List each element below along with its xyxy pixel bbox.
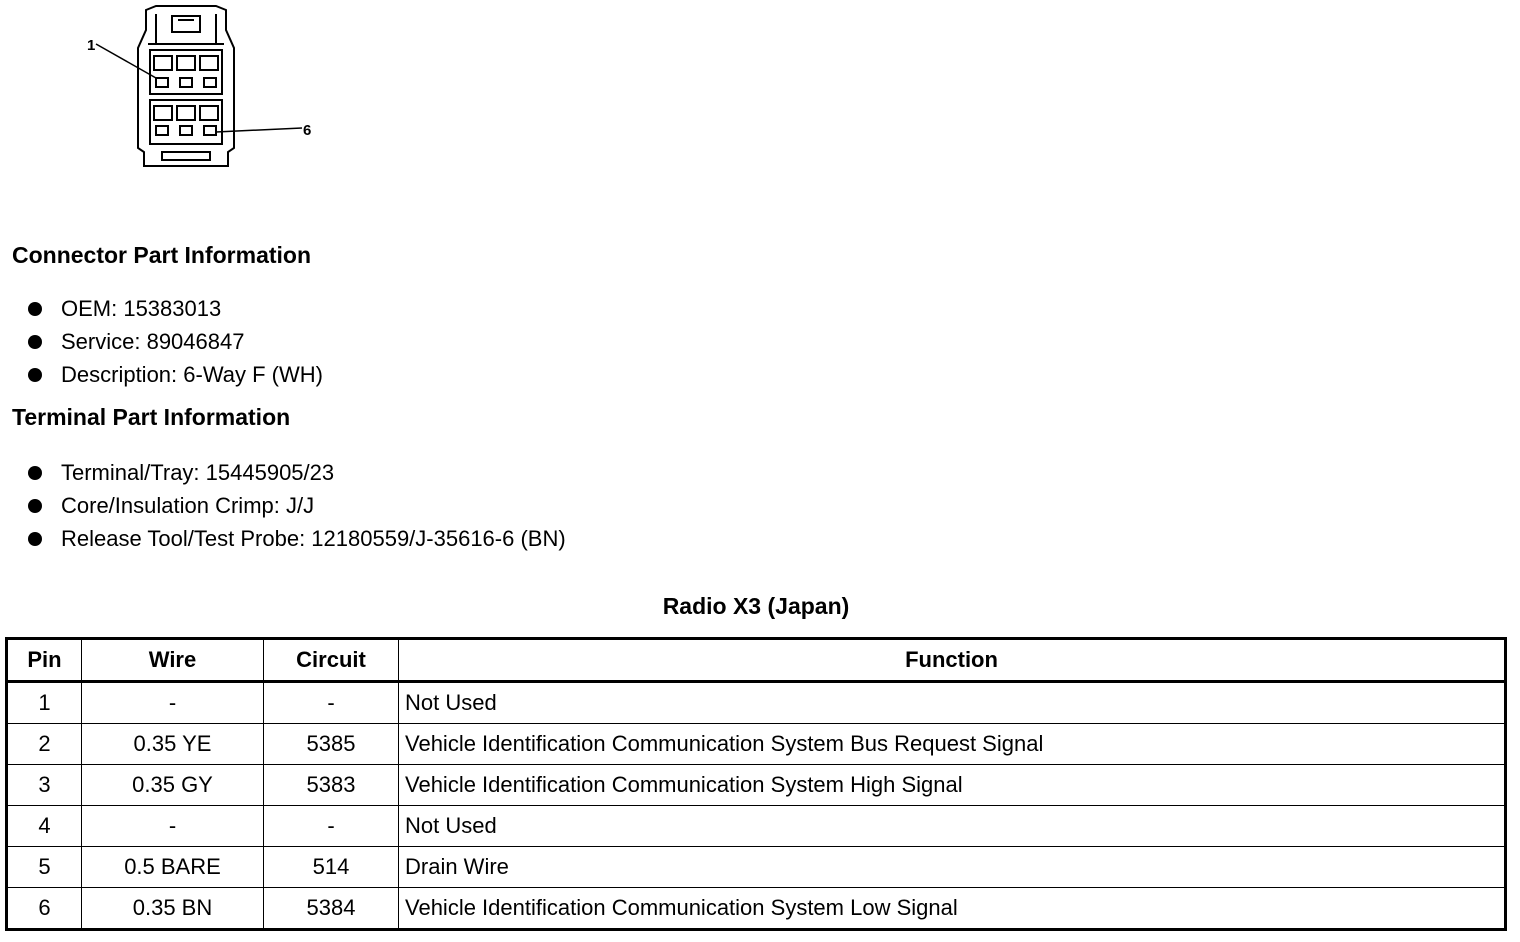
cell-circuit: -	[264, 682, 399, 724]
cell-function: Vehicle Identification Communication System Low Signal	[399, 888, 1506, 930]
bullet-icon	[28, 302, 42, 316]
table-row	[7, 806, 1506, 847]
terminal-part-info-title: Terminal Part Information	[12, 404, 291, 430]
header-circuit: Circuit	[264, 639, 399, 682]
callout-pin-1: 1	[87, 37, 96, 54]
cell-circuit: 5385	[264, 724, 399, 765]
table-row	[7, 888, 1506, 930]
cell-function: Drain Wire	[399, 847, 1506, 888]
header-wire: Wire	[82, 639, 264, 682]
crimp-spec: Core/Insulation Crimp: J/J	[61, 493, 315, 518]
list-item	[28, 325, 323, 358]
list-item	[28, 292, 323, 325]
cell-circuit: 514	[264, 847, 399, 888]
cell-pin: 1	[7, 682, 82, 724]
table-caption: Radio X3 (Japan)	[662, 593, 850, 619]
cell-pin: 6	[7, 888, 82, 930]
header-function: Function	[399, 639, 1506, 682]
cell-pin: 2	[7, 724, 82, 765]
table-row	[7, 765, 1506, 806]
cell-wire: 0.35 GY	[82, 765, 264, 806]
cell-wire: 0.35 BN	[82, 888, 264, 930]
table-row	[7, 682, 1506, 724]
cell-pin: 5	[7, 847, 82, 888]
list-item	[28, 489, 566, 522]
cell-wire: 0.5 BARE	[82, 847, 264, 888]
cell-pin: 4	[7, 806, 82, 847]
cell-circuit: 5383	[264, 765, 399, 806]
connector-part-info-list	[28, 292, 323, 391]
connector-description: Description: 6-Way F (WH)	[61, 362, 323, 387]
list-item	[28, 456, 566, 489]
oem-number: OEM: 15383013	[61, 296, 222, 321]
bullet-icon	[28, 466, 42, 480]
table-row	[7, 724, 1506, 765]
cell-function: Not Used	[399, 682, 1506, 724]
table-header-row	[7, 639, 1506, 682]
list-item	[28, 358, 323, 391]
connector-part-info-title: Connector Part Information	[12, 242, 312, 268]
connector-face-diagram	[80, 0, 340, 180]
terminal-part-info-list	[28, 456, 566, 555]
pinout-table	[5, 637, 1507, 931]
cell-wire: -	[82, 682, 264, 724]
cell-pin: 3	[7, 765, 82, 806]
header-pin: Pin	[7, 639, 82, 682]
bullet-icon	[28, 335, 42, 349]
release-tool: Release Tool/Test Probe: 12180559/J-35616-6 (BN)	[61, 526, 566, 551]
bullet-icon	[28, 368, 42, 382]
cell-function: Vehicle Identification Communication System High Signal	[399, 765, 1506, 806]
cell-wire: -	[82, 806, 264, 847]
cell-circuit: 5384	[264, 888, 399, 930]
bullet-icon	[28, 532, 42, 546]
table-row	[7, 847, 1506, 888]
cell-wire: 0.35 YE	[82, 724, 264, 765]
cell-function: Vehicle Identification Communication System Bus Request Signal	[399, 724, 1506, 765]
terminal-tray: Terminal/Tray: 15445905/23	[61, 460, 335, 485]
service-number: Service: 89046847	[61, 329, 245, 354]
callout-pin-6: 6	[303, 122, 312, 139]
cell-circuit: -	[264, 806, 399, 847]
bullet-icon	[28, 499, 42, 513]
list-item	[28, 522, 566, 555]
cell-function: Not Used	[399, 806, 1506, 847]
